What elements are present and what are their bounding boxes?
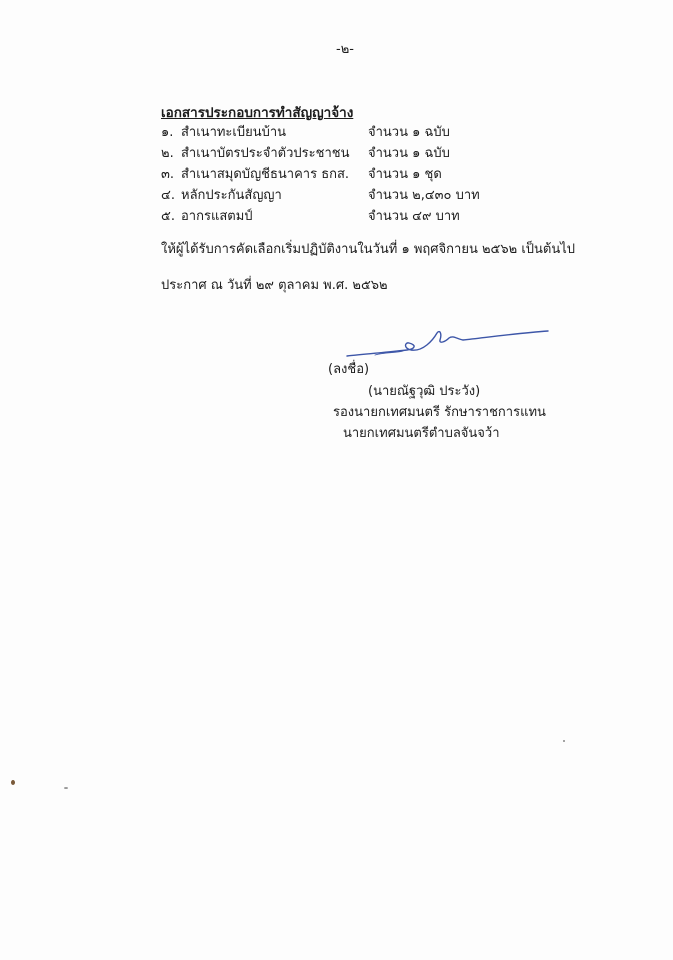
item-quantity: จำนวน ๑ ชุด xyxy=(368,167,442,182)
handwritten-signature xyxy=(345,328,550,362)
list-item xyxy=(161,142,521,163)
sign-label: (ลงชื่อ) xyxy=(328,362,370,377)
item-quantity: จำนวน ๑ ฉบับ xyxy=(368,146,450,161)
item-quantity: จำนวน ๑ ฉบับ xyxy=(368,125,450,140)
item-number: ๑. xyxy=(161,125,174,140)
page-number: -๒- xyxy=(336,42,354,57)
list-item xyxy=(161,184,521,205)
item-name: สำเนาทะเบียนบ้าน xyxy=(181,125,287,140)
item-number: ๒. xyxy=(161,146,174,161)
list-item xyxy=(161,121,521,142)
scan-speck xyxy=(64,787,68,789)
section-heading: เอกสารประกอบการทำสัญญาจ้าง xyxy=(161,105,354,121)
list-item xyxy=(161,205,521,226)
announcement-date: ประกาศ ณ วันที่ ๒๙ ตุลาคม พ.ศ. ๒๕๖๒ xyxy=(161,278,388,293)
item-name: สำเนาสมุดบัญชีธนาคาร ธกส. xyxy=(181,167,350,182)
document-list xyxy=(161,121,521,226)
list-item xyxy=(161,163,521,184)
item-quantity: จำนวน ๒,๔๓๐ บาท xyxy=(368,188,480,203)
item-name: สำเนาบัตรประจำตัวประชาชน xyxy=(181,146,350,161)
scan-speck xyxy=(11,780,15,785)
item-number: ๓. xyxy=(161,167,175,182)
signer-organization: นายกเทศมนตรีตำบลจันจว้า xyxy=(343,426,500,441)
item-name: หลักประกันสัญญา xyxy=(181,188,282,203)
item-number: ๕. xyxy=(161,209,175,224)
start-date-statement: ให้ผู้ได้รับการคัดเลือกเริ่มปฏิบัติงานในวันที่ ๑ พฤศจิกายน ๒๕๖๒ เป็นต้นไป xyxy=(161,242,576,257)
item-quantity: จำนวน ๔๙ บาท xyxy=(368,209,460,224)
item-number: ๔. xyxy=(161,188,175,203)
item-name: อากรแสตมป์ xyxy=(181,209,253,224)
scan-speck xyxy=(563,740,565,742)
signer-name: (นายณัฐวุฒิ ประวัง) xyxy=(368,384,481,399)
signer-position: รองนายกเทศมนตรี รักษาราชการแทน xyxy=(333,405,546,420)
